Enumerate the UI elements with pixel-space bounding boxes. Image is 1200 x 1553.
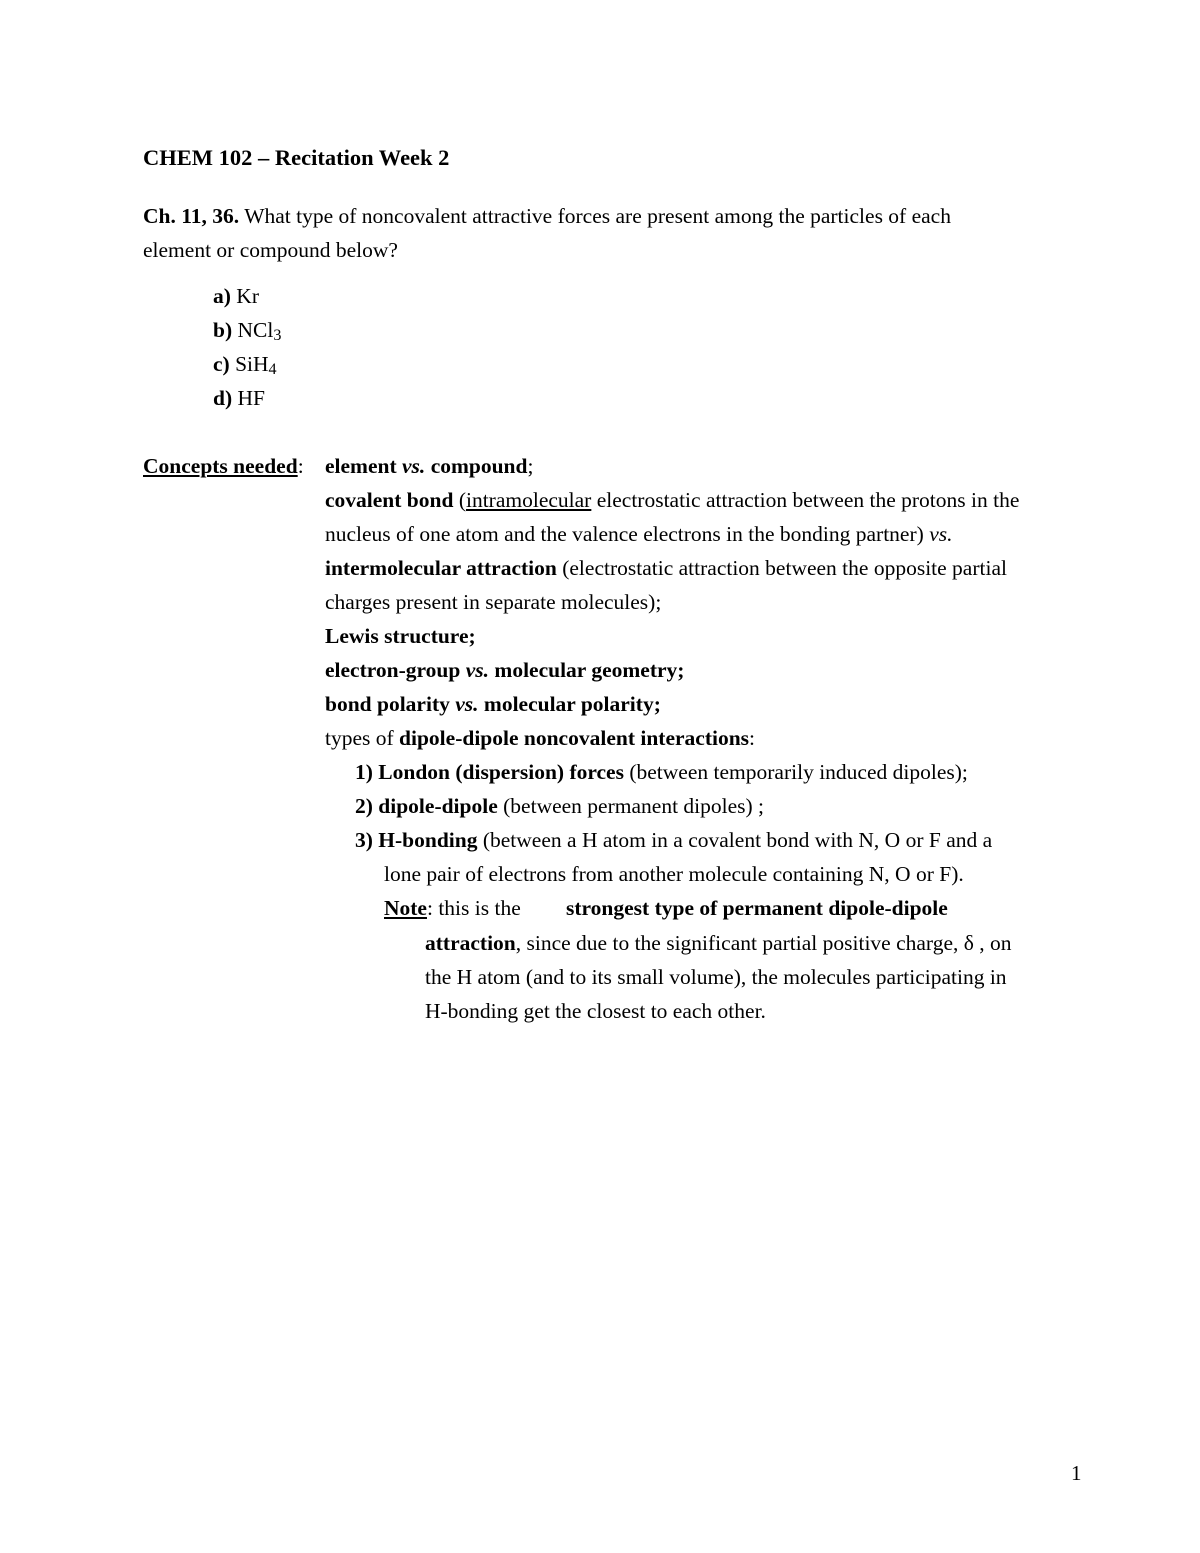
concept-line: lone pair of electrons from another molecule containing N, O or F). xyxy=(384,862,964,886)
concept-line: electron-group vs. molecular geometry; xyxy=(325,658,685,682)
item-subscript: 4 xyxy=(268,361,277,379)
concept-line: types of dipole-dipole noncovalent interactions: xyxy=(325,726,756,750)
concept-line: 2) dipole-dipole (between permanent dipoles) ; xyxy=(355,794,765,818)
item-formula: Kr xyxy=(236,284,259,308)
page-number: 1 xyxy=(1071,1461,1082,1485)
item-formula: SiH xyxy=(235,352,269,376)
concept-line: H-bonding get the closest to each other. xyxy=(425,999,766,1023)
item-label: c) xyxy=(213,352,230,376)
list-item xyxy=(213,313,281,347)
question-number: Ch. 11, 36. xyxy=(143,204,240,228)
list-item xyxy=(213,279,259,313)
item-label: a) xyxy=(213,284,231,308)
item-formula: NCl xyxy=(237,318,274,342)
concept-line: attraction, since due to the significant partial positive charge, δ , on xyxy=(425,931,1012,955)
concept-line: strongest type of permanent dipole-dipole xyxy=(566,896,948,920)
concept-line: Lewis structure; xyxy=(325,624,476,648)
concept-line: intermolecular attraction (electrostatic attraction between the opposite partial xyxy=(325,556,1007,580)
question-line-2: element or compound below? xyxy=(143,238,398,262)
concept-line: 1) London (dispersion) forces (between temporarily induced dipoles); xyxy=(355,760,968,784)
concept-line: nucleus of one atom and the valence electrons in the bonding partner) vs. xyxy=(325,522,953,546)
concept-line: 3) H-bonding (between a H atom in a covalent bond with N, O or F and a xyxy=(355,828,993,852)
question-text: What type of noncovalent attractive forces are present among the particles of each xyxy=(244,204,951,228)
item-label: b) xyxy=(213,318,233,342)
item-label: d) xyxy=(213,386,233,410)
page-title: CHEM 102 – Recitation Week 2 xyxy=(143,145,450,170)
concept-line: the H atom (and to its small volume), the molecules participating in xyxy=(425,965,1007,989)
list-item xyxy=(213,347,277,381)
item-subscript: 3 xyxy=(273,327,282,345)
item-formula: HF xyxy=(237,386,265,410)
list-item xyxy=(213,381,265,415)
question-line-1 xyxy=(143,199,951,233)
concept-line: covalent bond (intramolecular electrostatic attraction between the protons in the xyxy=(325,488,1020,512)
concept-line: charges present in separate molecules); xyxy=(325,590,662,614)
concept-line: bond polarity vs. molecular polarity; xyxy=(325,692,661,716)
concept-line: Note: this is the xyxy=(384,896,521,920)
concept-line: element vs. compound; xyxy=(325,454,534,478)
concepts-heading: Concepts needed: xyxy=(143,454,304,478)
